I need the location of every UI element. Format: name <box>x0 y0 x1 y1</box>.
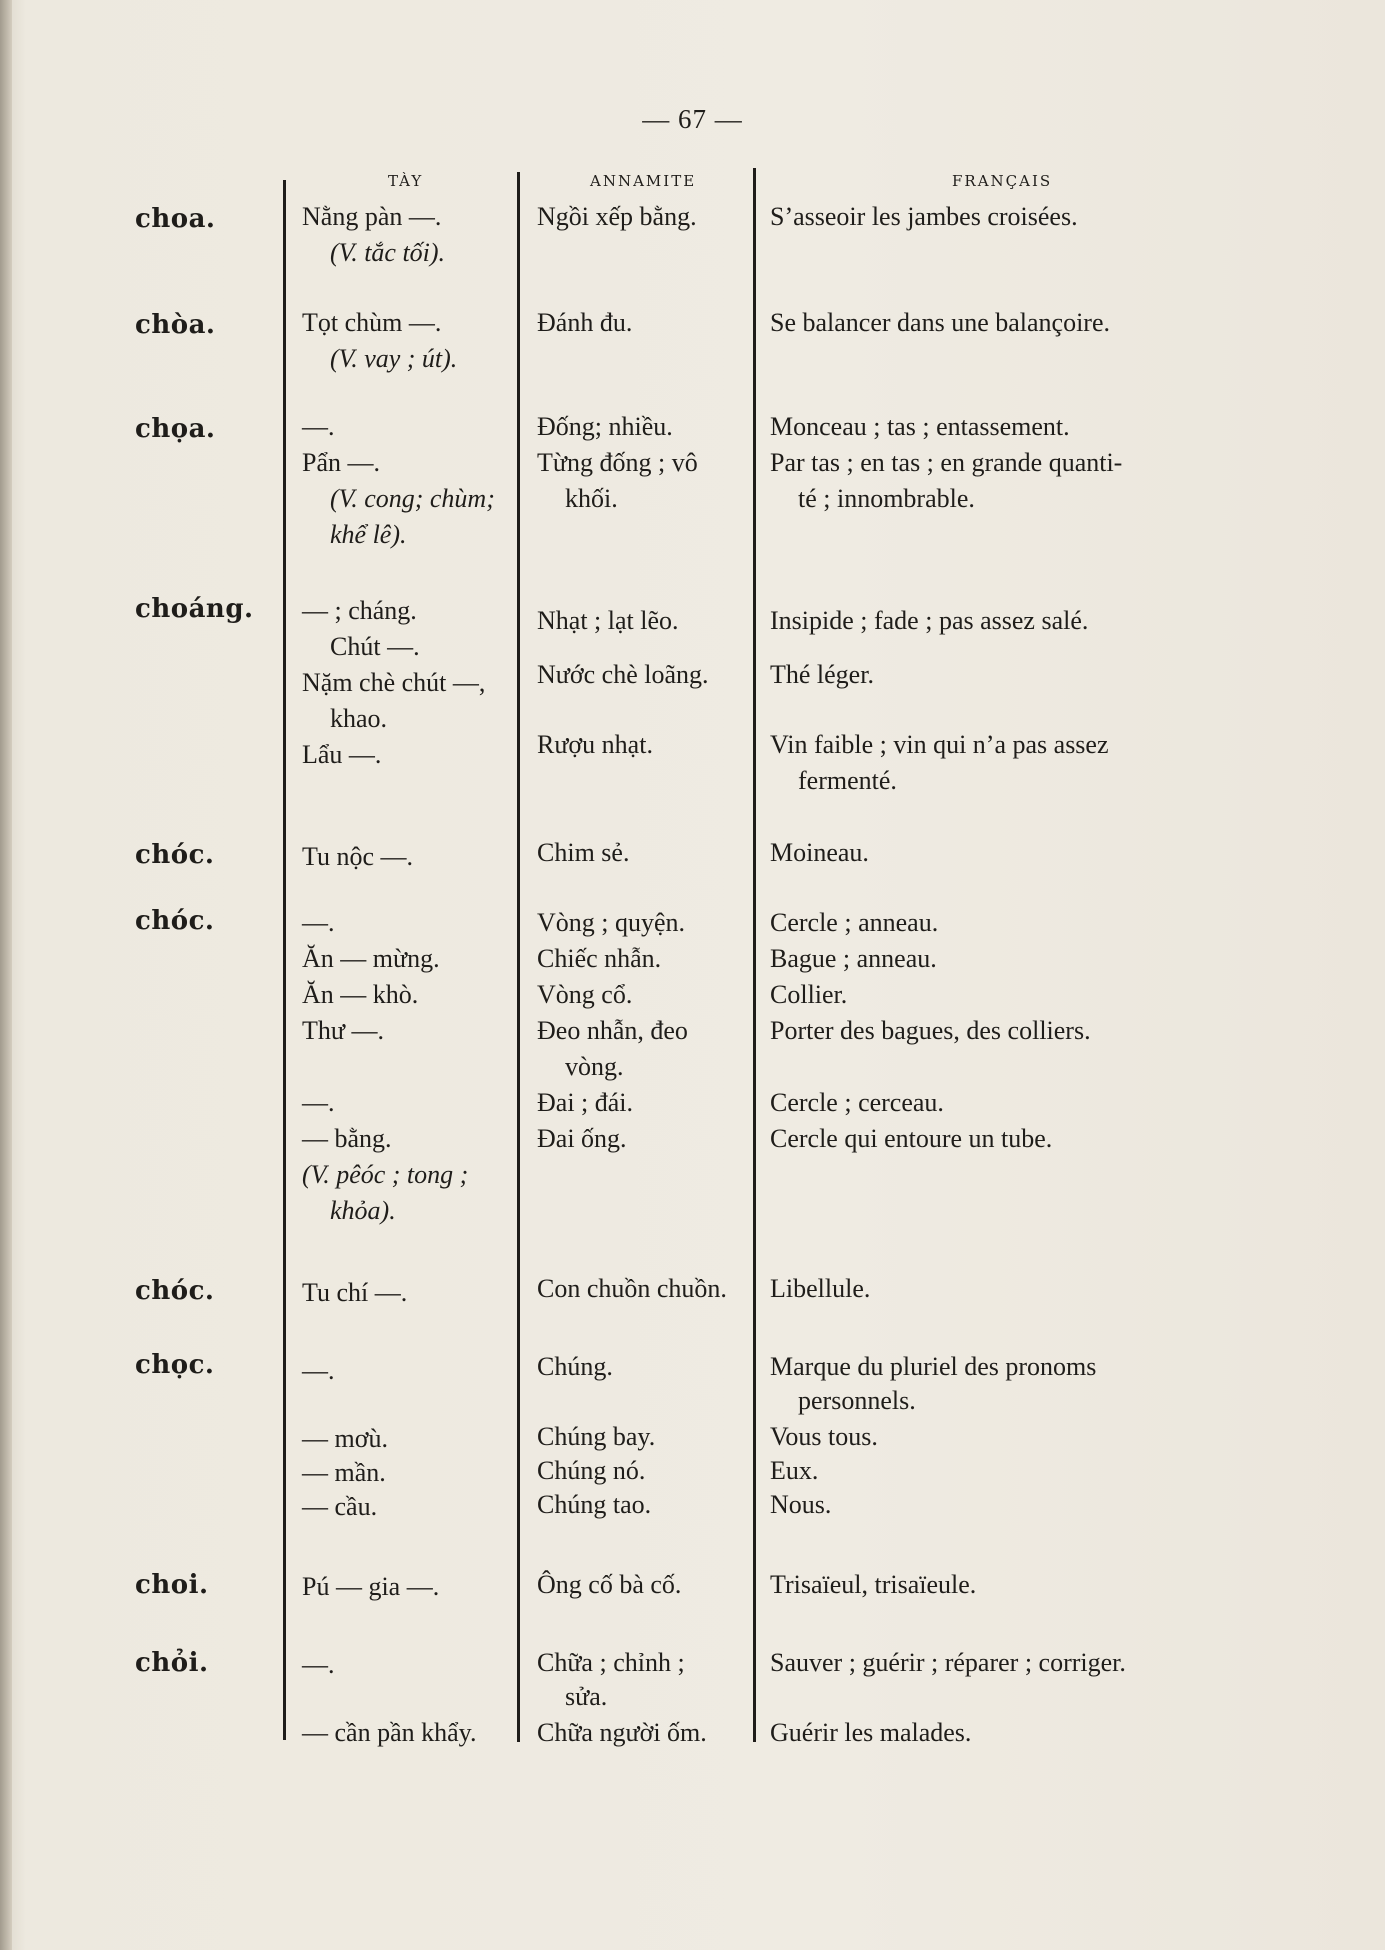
francais-line: Marque du pluriel des pronoms <box>770 1352 1097 1381</box>
headword: chọa. <box>135 414 216 444</box>
annamite-line: Đánh đu. <box>537 308 633 337</box>
francais-line: Vous tous. <box>770 1422 878 1451</box>
annamite-line: Chúng nó. <box>537 1456 646 1485</box>
francais-line: Cercle ; anneau. <box>770 908 939 937</box>
tay-line: khể lê). <box>330 520 407 549</box>
tay-line: Nằng pàn —. <box>302 202 442 231</box>
francais-line: S’asseoir les jambes croisées. <box>770 202 1078 231</box>
annamite-line: Nhạt ; lạt lẽo. <box>537 606 679 635</box>
francais-line: Cercle ; cerceau. <box>770 1088 944 1117</box>
tay-line: Tu chí —. <box>302 1278 408 1307</box>
annamite-line: Vòng ; quyện. <box>537 908 686 937</box>
francais-line: personnels. <box>798 1386 916 1415</box>
tay-line: Tu nộc —. <box>302 842 414 871</box>
column-rule-1 <box>283 180 286 1740</box>
annamite-line: Từng đống ; vô <box>537 448 698 477</box>
francais-line: Moineau. <box>770 838 869 867</box>
annamite-line: Chữa ; chỉnh ; <box>537 1648 685 1677</box>
francais-line: Monceau ; tas ; entassement. <box>770 412 1070 441</box>
headword: chóc. <box>135 840 215 870</box>
annamite-line: Đai ống. <box>537 1124 627 1153</box>
francais-line: Se balancer dans une balançoire. <box>770 308 1111 337</box>
francais-line: Insipide ; fade ; pas assez salé. <box>770 606 1089 635</box>
tay-line: khỏa). <box>330 1196 396 1225</box>
francais-line: Libellule. <box>770 1274 871 1303</box>
annamite-line: Chữa người ốm. <box>537 1718 707 1747</box>
francais-line: Nous. <box>770 1490 832 1519</box>
annamite-line: vòng. <box>565 1052 624 1081</box>
column-rule-3 <box>753 168 756 1742</box>
francais-line: Bague ; anneau. <box>770 944 937 973</box>
tay-line: — cầu. <box>302 1492 378 1521</box>
annamite-line: Chúng bay. <box>537 1422 656 1451</box>
tay-line: — bằng. <box>302 1124 392 1153</box>
annamite-line: Đeo nhẫn, đeo <box>537 1016 688 1045</box>
francais-line: Collier. <box>770 980 848 1009</box>
tay-line: Pú — gia —. <box>302 1572 440 1601</box>
tay-line: — ; cháng. <box>302 596 417 625</box>
tay-line: Chút —. <box>330 632 420 661</box>
annamite-line: Vòng cổ. <box>537 980 633 1009</box>
headword: chỏi. <box>135 1648 209 1678</box>
page-number: — 67 — <box>642 104 743 134</box>
tay-line: —. <box>302 1088 335 1117</box>
annamite-line: Chim sẻ. <box>537 838 630 867</box>
annamite-line: Đống; nhiều. <box>537 412 673 441</box>
headword: chòa. <box>135 310 216 340</box>
tay-line: —. <box>302 1650 335 1679</box>
annamite-line: Ông cố bà cố. <box>537 1570 682 1599</box>
column-header-tay: TÀY <box>388 172 424 190</box>
annamite-line: sửa. <box>565 1682 608 1711</box>
headword: choa. <box>135 204 216 234</box>
tay-line: —. <box>302 908 335 937</box>
headword: chóc. <box>135 1276 215 1306</box>
headword: choi. <box>135 1570 209 1600</box>
tay-line: — cần pần khẩy. <box>302 1718 477 1747</box>
tay-line: (V. vay ; út). <box>330 344 458 373</box>
francais-line: Porter des bagues, des colliers. <box>770 1016 1091 1045</box>
annamite-line: Rượu nhạt. <box>537 730 653 759</box>
tay-line: khao. <box>330 704 388 733</box>
francais-line: Par tas ; en tas ; en grande quanti- <box>770 448 1123 477</box>
francais-line: Cercle qui entoure un tube. <box>770 1124 1053 1153</box>
annamite-line: Con chuồn chuồn. <box>537 1274 727 1303</box>
tay-line: Tọt chùm —. <box>302 308 442 337</box>
francais-line: té ; innombrable. <box>798 484 975 513</box>
tay-line: Pẩn —. <box>302 448 380 477</box>
tay-line: Ăn — mừng. <box>302 944 440 973</box>
tay-line: Thư —. <box>302 1016 384 1045</box>
tay-line: (V. pêóc ; tong ; <box>302 1160 469 1189</box>
annamite-line: Chúng tao. <box>537 1490 652 1519</box>
francais-line: Vin faible ; vin qui n’a pas assez <box>770 730 1109 759</box>
headword: chọc. <box>135 1350 215 1380</box>
tay-line: Lẩu —. <box>302 740 382 769</box>
francais-line: Guérir les malades. <box>770 1718 972 1747</box>
francais-line: fermenté. <box>798 766 897 795</box>
annamite-line: Đai ; đái. <box>537 1088 634 1117</box>
column-header-annamite: ANNAMITE <box>590 172 697 190</box>
headword: choáng. <box>135 594 254 624</box>
tay-line: (V. cong; chùm; <box>330 484 495 513</box>
tay-line: Ăn — khò. <box>302 980 419 1009</box>
column-header-francais: FRANÇAIS <box>952 172 1053 190</box>
annamite-line: Chiếc nhẫn. <box>537 944 662 973</box>
tay-line: —. <box>302 1356 335 1385</box>
francais-line: Trisaïeul, trisaïeule. <box>770 1570 977 1599</box>
tay-line: — mần. <box>302 1458 386 1487</box>
tay-line: (V. tắc tối). <box>330 238 446 267</box>
francais-line: Sauver ; guérir ; réparer ; corriger. <box>770 1648 1126 1677</box>
tay-line: —. <box>302 412 335 441</box>
book-spine-shadow <box>0 0 12 1950</box>
annamite-line: Nước chè loãng. <box>537 660 709 689</box>
francais-line: Thé léger. <box>770 660 874 689</box>
tay-line: Nặm chè chút —, <box>302 668 486 697</box>
annamite-line: Chúng. <box>537 1352 613 1381</box>
annamite-line: Ngồi xếp bằng. <box>537 202 697 231</box>
annamite-line: khối. <box>565 484 618 513</box>
tay-line: — mơù. <box>302 1424 388 1453</box>
francais-line: Eux. <box>770 1456 819 1485</box>
column-rule-2 <box>517 172 520 1742</box>
headword: chóc. <box>135 906 215 936</box>
